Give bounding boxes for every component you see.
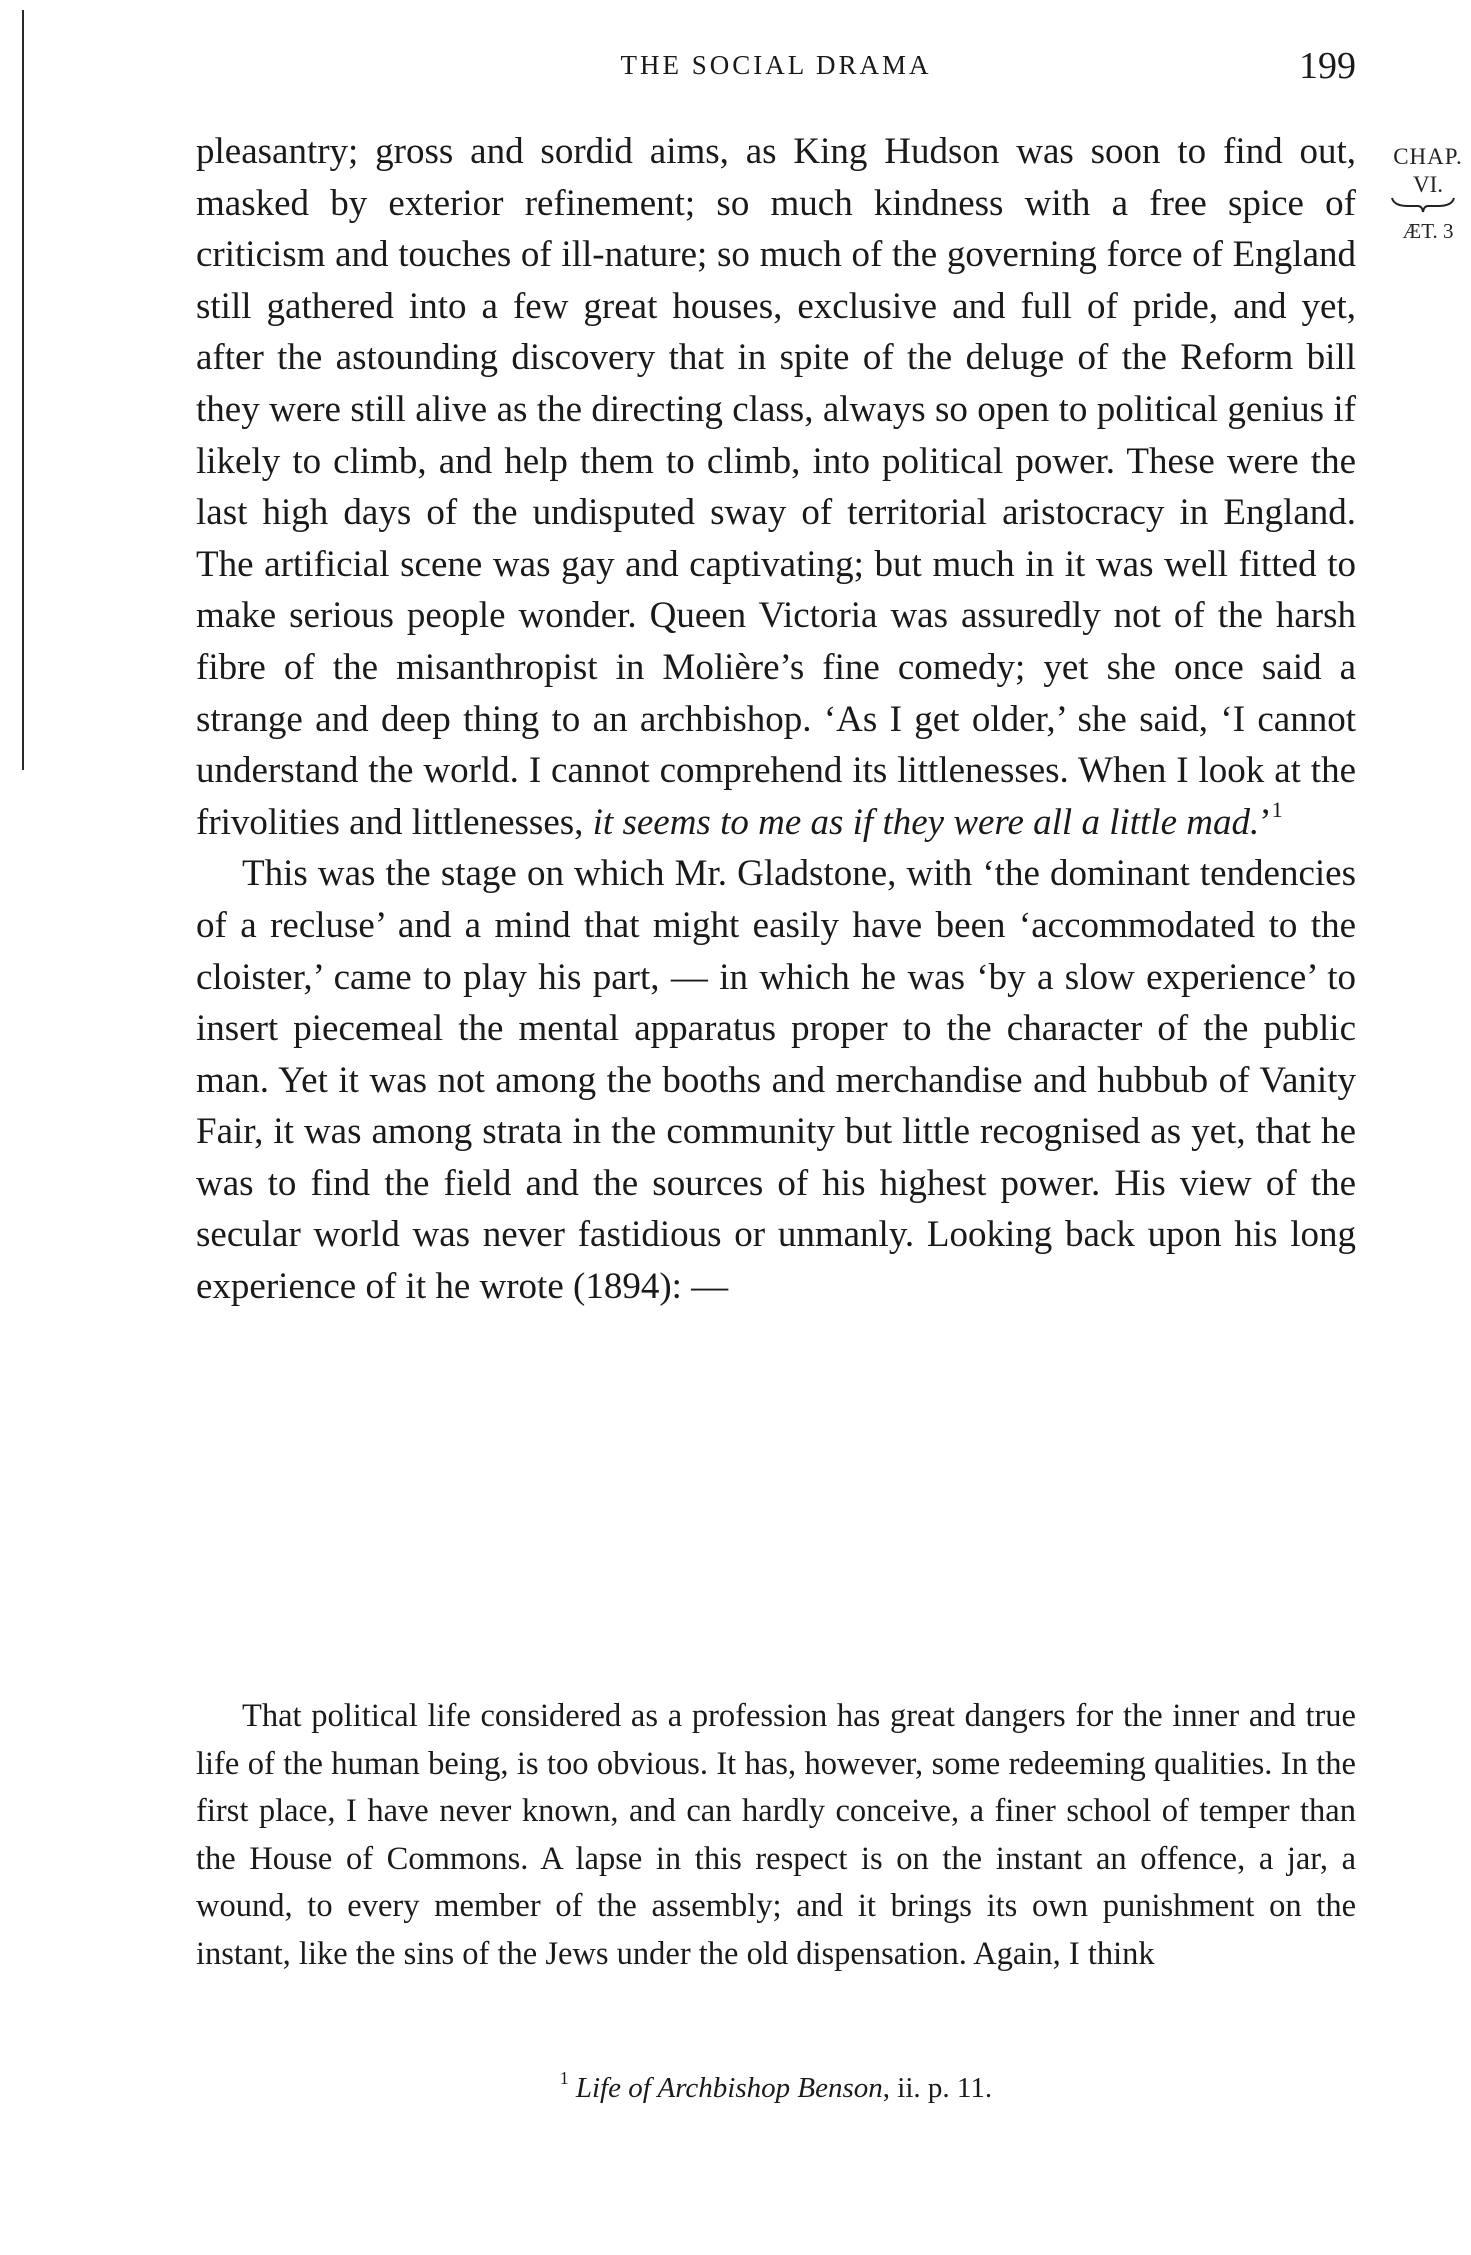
chapter-label: CHAP. <box>1393 144 1463 169</box>
closing-quote: ’ <box>1259 801 1272 843</box>
main-text <box>196 126 1356 1313</box>
paragraph-2: This was the stage on which Mr. Gladstone, with ‘the dominant tendencies of a recluse’ and a mind that might easily have been ‘accommodated to the cloister,’ came to play his part, — in which he was ‘by a slow experience’ to insert piecemeal the mental apparatus proper to the character of the public man. Yet it was not among the booths and merchandise and hubbub of Vanity Fair, it was among strata in the community but little recognised as yet, that he was to find the field and the sources of his highest power. His view of the secular world was never fastidious or unmanly. Looking back upon his long experience of it he wrote (1894): — <box>196 853 1356 1308</box>
footnote-ref-text: , ii. p. 11. <box>882 2072 993 2104</box>
page-number: 199 <box>1299 45 1356 87</box>
footnote-ref: 1 <box>1271 797 1283 823</box>
quote-text: That political life considered as a profession has great dangers for the inner and true life of the human being, is too obvious. It has, however, some redeeming qualities. In the first place, I have never known, and can hardly conceive, a finer school of temper than the House of Commons. A lapse in this respect is on the instant an offence, a jar, a wound, to every member of the assembly; and it brings its own punishment on the instant, like the sins of the Jews under the old dispensation. Again, I think <box>196 1698 1356 1972</box>
page-edge-rule <box>22 10 24 770</box>
running-head: THE SOCIAL DRAMA <box>620 50 932 80</box>
age-label: ÆT. 3 <box>1402 219 1454 243</box>
chapter-number: VI. <box>1412 172 1444 197</box>
margin-note <box>1388 140 1468 248</box>
quoted-italic: it seems to me as if they were all a little mad. <box>592 801 1260 843</box>
block-quote <box>196 1693 1356 1978</box>
footnote-number: 1 <box>559 2067 569 2088</box>
paragraph-1-text: pleasantry; gross and sordid aims, as King Hudson was soon to find out, masked by exterior refinement; so much kindness with a free spice of criticism and touches of ill-nature; so much of the governing force of England still gathered into a few great houses, exclusive and full of pride, and yet, after the astounding discovery that in spite of the deluge of the Reform bill they were still alive as the directing class, always so open to political genius if likely to climb, and help them to climb, into political power. These were the last high days of the undisputed sway of territorial aristocracy in England. The artificial scene was gay and captivating; but much in it was well fitted to make serious people wonder. Queen Victoria was assuredly not of the harsh fibre of the misanthropist in Molière’s fine comedy; yet she once said a strange and deep thing to an archbishop. ‘As I get older,’ she said, ‘I cannot understand the world. I cannot comprehend its littlenesses. When I look at the frivolities and littlenesses, <box>196 131 1356 843</box>
brace-icon <box>1388 196 1458 214</box>
footnote <box>196 2067 1356 2105</box>
footnote-title: Life of Archbishop Benson <box>575 2072 883 2104</box>
paragraph-1 <box>196 126 1356 848</box>
page-header <box>196 44 1356 94</box>
